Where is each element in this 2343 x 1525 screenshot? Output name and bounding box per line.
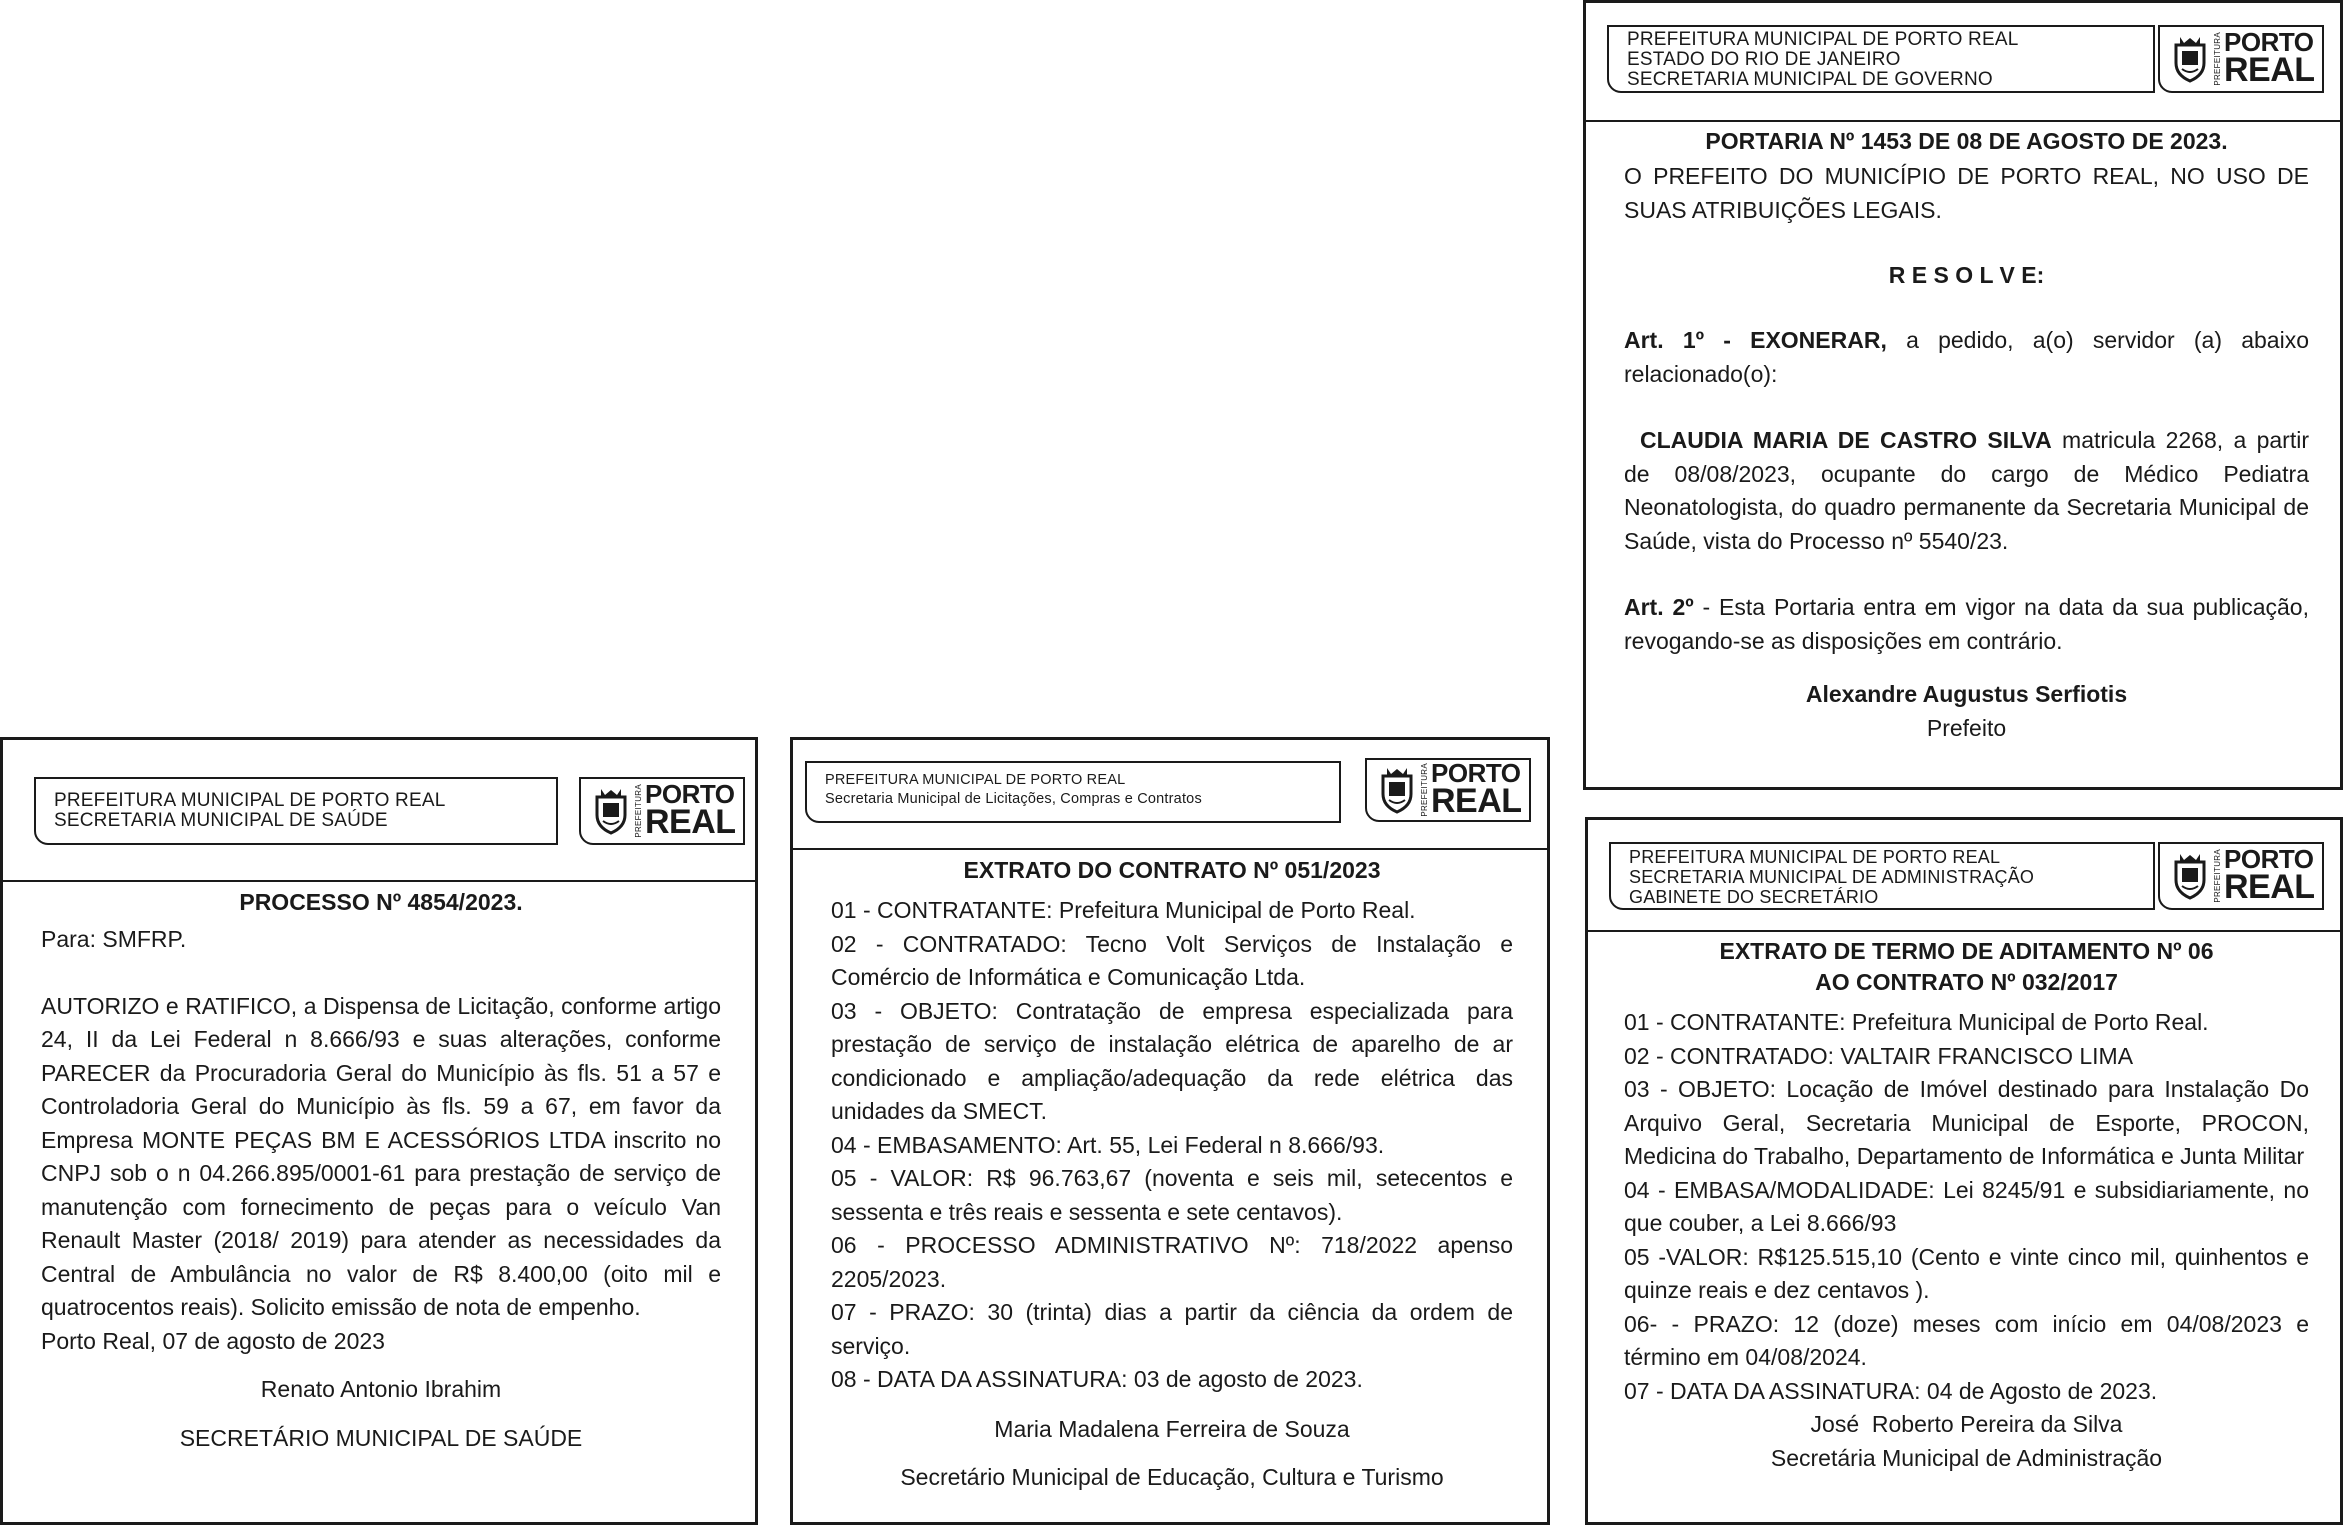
contrato-header-text: [805, 761, 1341, 823]
header-line: Secretaria Municipal de Licitações, Compras e Contratos: [825, 791, 1202, 807]
logo-bottom: REAL: [645, 803, 736, 842]
article-1-label: Art. 1º - EXONERAR,: [1624, 327, 1887, 353]
signer-role: Prefeito: [1926, 714, 2007, 741]
portaria-intro: O PREFEITO DO MUNICÍPIO DE PORTO REAL, NO USO DE SUAS ATRIBUIÇÕES LEGAIS.: [1624, 163, 2309, 223]
aditamento-item: 06- - PRAZO: 12 (doze) meses com início em 04/08/2023 e término em 04/08/2024.: [1624, 1310, 2309, 1370]
processo-header: [3, 740, 755, 882]
signer-role: SECRETÁRIO MUNICIPAL DE SAÚDE: [179, 1424, 583, 1451]
aditamento-title-line-1: EXTRATO DE TERMO DE ADITAMENTO Nº 06: [1719, 938, 2214, 964]
logo-text: [1431, 758, 1522, 821]
servant-entry: [1624, 424, 2309, 558]
aditamento-item: 03 - OBJETO: Locação de Imóvel destinado para Instalação Do Arquivo Geral, Secretaria Municipal de Esporte, PROCON, Medicina do Trabalho, Departamento de Informática e Junta Militar: [1624, 1076, 2309, 1169]
processo-place-date: Porto Real, 07 de agosto de 2023: [41, 1327, 385, 1354]
logo-bottom: REAL: [2224, 868, 2315, 907]
aditamento-item: 04 - EMBASA/MODALIDADE: Lei 8245/91 e subsidiariamente, no que couber, a Lei 8.666/93: [1624, 1176, 2309, 1236]
porto-real-logo: [2158, 25, 2324, 93]
portaria-body: [1624, 126, 2309, 745]
resolve-heading: R E S O L V E:: [1888, 262, 2045, 288]
processo-text: AUTORIZO e RATIFICO, a Dispensa de Licitação, conforme artigo 24, II da Lei Federal n 8.666/93 e suas alterações, conforme PARECER da Procuradoria Geral do Município às fls. 51 a 57 e Controladoria Geral do Município às fls. 59 a 67, em favor da Empresa MONTE PEÇAS BM E ACESSÓRIOS LTDA inscrito no CNPJ sob o n 04.266.895/0001-61 para prestação de serviço de manutenção com fornecimento de peças para o veículo Van Renault Master (2018/ 2019) para atender as necessidades da Central de Ambulância no valor de R$ 8.400,00 (oito mil e quatrocentos reais). Solicito emissão de nota de empenho.: [41, 992, 721, 1320]
contrato-notice: [790, 737, 1550, 1525]
signer-role: Secretária Municipal de Administração: [1770, 1444, 2163, 1471]
contrato-item: 05 - VALOR: R$ 96.763,67 (noventa e seis mil, setecentos e sessenta e três reais e sessenta e sete centavos).: [831, 1165, 1513, 1225]
contrato-header: [793, 740, 1547, 850]
article-1-text: a pedido, a(o) servidor (a) abaixo relacionado(o):: [1624, 327, 2309, 387]
signer-name: Maria Madalena Ferreira de Souza: [994, 1415, 1350, 1442]
servant-name: CLAUDIA MARIA DE CASTRO SILVA: [1640, 427, 2052, 453]
aditamento-item: 05 -VALOR: R$125.515,10 (Cento e vinte cinco mil, quinhentos e quinze reais e dez centavos ).: [1624, 1243, 2309, 1303]
aditamento-header: [1588, 820, 2340, 932]
signer-name: José Roberto Pereira da Silva: [1810, 1411, 2123, 1437]
aditamento-title-line-2: AO CONTRATO Nº 032/2017: [1815, 969, 2118, 995]
logo-side-text: PREFEITURA: [2213, 849, 2222, 903]
header-line: SECRETARIA MUNICIPAL DE ADMINISTRAÇÃO: [1629, 867, 2035, 887]
portaria-header: [1586, 3, 2340, 122]
coat-of-arms-icon: [2170, 852, 2210, 900]
logo-top: PORTO: [2224, 844, 2314, 875]
logo-text: [2224, 844, 2315, 907]
processo-notice: [0, 737, 758, 1525]
aditamento-notice: [1585, 817, 2343, 1525]
contrato-item: 07 - PRAZO: 30 (trinta) dias a partir da ciência da ordem de serviço.: [831, 1299, 1513, 1359]
aditamento-header-text: [1609, 842, 2155, 910]
aditamento-item: 01 - CONTRATANTE: Prefeitura Municipal de Porto Real.: [1624, 1009, 2209, 1035]
processo-header-text: [34, 777, 558, 845]
logo-text: [645, 779, 736, 842]
logo-text: [2224, 27, 2315, 90]
porto-real-logo: [1365, 758, 1531, 822]
article-2-label: Art. 2º: [1624, 594, 1694, 620]
article-2-text: - Esta Portaria entra em vigor na data da sua publicação, revogando-se as disposições em contrário.: [1624, 594, 2309, 654]
contrato-item: 08 - DATA DA ASSINATURA: 03 de agosto de 2023.: [831, 1366, 1363, 1392]
contrato-item: 02 - CONTRATADO: Tecno Volt Serviços de Instalação e Comércio de Informática e Comunicação Ltda.: [831, 930, 1513, 990]
logo-top: PORTO: [1431, 758, 1521, 789]
article-1: [1624, 324, 2309, 391]
logo-top: PORTO: [645, 779, 735, 810]
header-line: PREFEITURA MUNICIPAL DE PORTO REAL: [1627, 29, 2019, 50]
contrato-item: 04 - EMBASAMENTO: Art. 55, Lei Federal n 8.666/93.: [831, 1131, 1385, 1158]
contrato-item: 01 - CONTRATANTE: Prefeitura Municipal de Porto Real.: [831, 897, 1416, 923]
header-line: ESTADO DO RIO DE JANEIRO: [1627, 49, 1901, 70]
header-line: PREFEITURA MUNICIPAL DE PORTO REAL: [825, 772, 1126, 788]
header-line: GABINETE DO SECRETÁRIO: [1629, 887, 1879, 907]
portaria-notice: [1583, 0, 2343, 790]
header-line: PREFEITURA MUNICIPAL DE PORTO REAL: [1629, 847, 2001, 867]
aditamento-body: [1624, 936, 2309, 1475]
logo-side-text: PREFEITURA: [634, 784, 643, 838]
logo-top: PORTO: [2224, 27, 2314, 58]
signer-name: Alexandre Augustus Serfiotis: [1805, 681, 2128, 707]
processo-recipient: Para: SMFRP.: [41, 926, 187, 952]
aditamento-item: 07 - DATA DA ASSINATURA: 04 de Agosto de 2023.: [1624, 1377, 2158, 1404]
signer-name: Renato Antonio Ibrahim: [260, 1376, 502, 1402]
aditamento-item: 02 - CONTRATADO: VALTAIR FRANCISCO LIMA: [1624, 1042, 2134, 1069]
logo-side-text: PREFEITURA: [1420, 763, 1429, 817]
coat-of-arms-icon: [1377, 766, 1417, 814]
contrato-item: 06 - PROCESSO ADMINISTRATIVO Nº: 718/2022 apenso 2205/2023.: [831, 1232, 1513, 1292]
article-2: [1624, 591, 2309, 658]
contrato-body: [831, 855, 1513, 1495]
servant-details: matricula 2268, a partir de 08/08/2023, ocupante do cargo de Médico Pediatra Neonatologista, do quadro permanente da Secretaria Municipal de Saúde, vista do Processo nº 5540/23.: [1624, 427, 2309, 554]
processo-body: [41, 887, 721, 1455]
logo-bottom: REAL: [2224, 51, 2315, 90]
coat-of-arms-icon: [591, 787, 631, 835]
logo-bottom: REAL: [1431, 782, 1522, 821]
header-line: SECRETARIA MUNICIPAL DE SAÚDE: [54, 810, 388, 831]
porto-real-logo: [579, 777, 745, 845]
logo-side-text: PREFEITURA: [2213, 32, 2222, 86]
contrato-item: 03 - OBJETO: Contratação de empresa especializada para prestação de serviço de instalação elétrica de aparelho de ar condicionado e ampliação/adequação da rede elétrica das unidades da SMECT.: [831, 997, 1513, 1124]
header-line: SECRETARIA MUNICIPAL DE GOVERNO: [1627, 69, 1993, 90]
portaria-header-text: [1607, 25, 2155, 93]
signer-role: Secretário Municipal de Educação, Cultura e Turismo: [900, 1464, 1444, 1490]
header-line: PREFEITURA MUNICIPAL DE PORTO REAL: [54, 790, 446, 811]
coat-of-arms-icon: [2170, 35, 2210, 83]
processo-title: PROCESSO Nº 4854/2023.: [239, 889, 523, 915]
contrato-title: EXTRATO DO CONTRATO Nº 051/2023: [963, 857, 1381, 883]
porto-real-logo: [2158, 842, 2324, 910]
portaria-title: PORTARIA Nº 1453 DE 08 DE AGOSTO DE 2023.: [1705, 128, 2228, 154]
